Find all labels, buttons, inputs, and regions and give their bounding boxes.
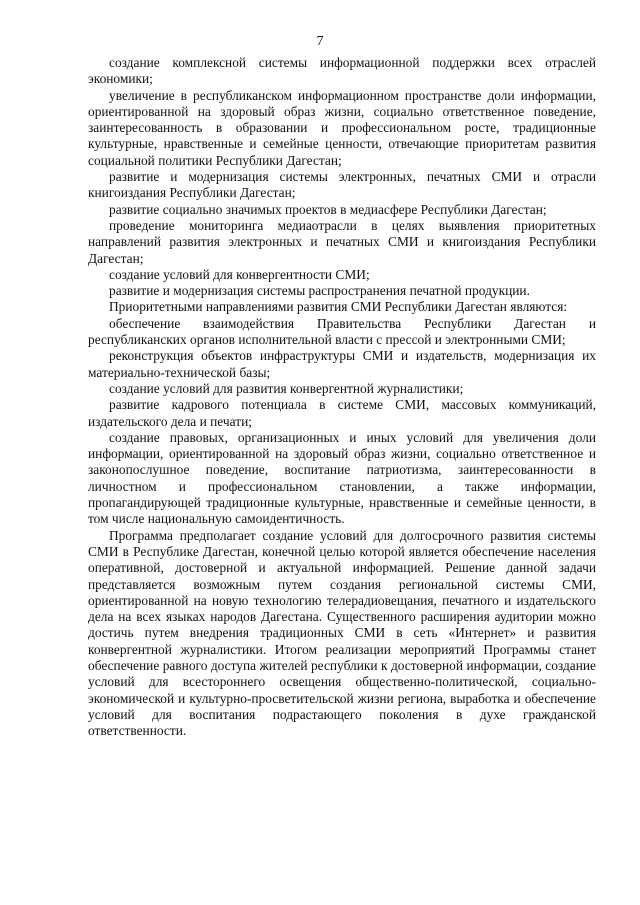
paragraph-13: создание правовых, организационных и иных условий для увеличения доли информации, ориентированной на здоровый образ жизни, социально ответственное и законопослушное поведение, воспитание патриотизма, заинтересованности в личностном и профессиональном становлении, а также информации, пропагандирующей традиционные культурные, нравственные и семейные ценности, в том числе национальную самоидентичность. — [88, 429, 596, 527]
paragraph-10: реконструкция объектов инфраструктуры СМИ и издательств, модернизация их материально-технической базы; — [88, 348, 596, 380]
document-body — [88, 55, 596, 739]
paragraph-5: проведение мониторинга медиаотрасли в целях выявления приоритетных направлений развития электронных и печатных СМИ и книгоиздания Республики Дагестан; — [88, 217, 596, 266]
paragraph-12: развитие кадрового потенциала в системе СМИ, массовых коммуникаций, издательского дела и печати; — [88, 397, 596, 429]
paragraph-14: Программа предполагает создание условий для долгосрочного развития системы СМИ в Республике Дагестан, конечной целью которой является обеспечение населения оперативной, достоверной и актуальной информацией. Решение данной задачи представляется возможным путем создания региональной системы СМИ, ориентированной на новую технологию телерадиовещания, печатного и издательского дела на всех языках народов Дагестана. Существенного расширения аудитории можно достичь путем внедрения традиционных СМИ в сеть «Интернет» и развития конвергентной журналистики. Итогом реализации мероприятий Программы станет обеспечение равного доступа жителей республики к достоверной информации, создание условий для всестороннего освещения общественно-политической, социально-экономической и культурно-просветительской жизни региона, выработка и обеспечение условий для воспитания подрастающего поколения в духе гражданской ответственности. — [88, 527, 596, 739]
paragraph-6: создание условий для конвергентности СМИ; — [109, 266, 370, 282]
paragraph-3: развитие и модернизация системы электронных, печатных СМИ и отрасли книгоиздания Республики Дагестан; — [88, 169, 596, 201]
paragraph-9: обеспечение взаимодействия Правительства Республики Дагестан и республиканских органов исполнительной власти с прессой и электронными СМИ; — [88, 315, 596, 348]
paragraph-4: развитие социально значимых проектов в медиасфере Республики Дагестан; — [109, 201, 547, 217]
paragraph-1: создание комплексной системы информационной поддержки всех отраслей экономики; — [88, 55, 596, 87]
paragraph-11: создание условий для развития конвергентной журналистики; — [109, 380, 464, 396]
paragraph-7: развитие и модернизация системы распространения печатной продукции. — [109, 283, 530, 299]
paragraph-2: увеличение в республиканском информационном пространстве доли информации, ориентированной на здоровый образ жизни, социально ответственное поведение, заинтересованность в образовании и профессиональном росте, традиционные культурные, нравственные и семейные ценности, отвечающие приоритетам развития социальной политики Республики Дагестан; — [88, 87, 596, 168]
page-number: 7 — [316, 34, 324, 49]
paragraph-8: Приоритетными направлениями развития СМИ Республики Дагестан являются: — [109, 299, 568, 315]
